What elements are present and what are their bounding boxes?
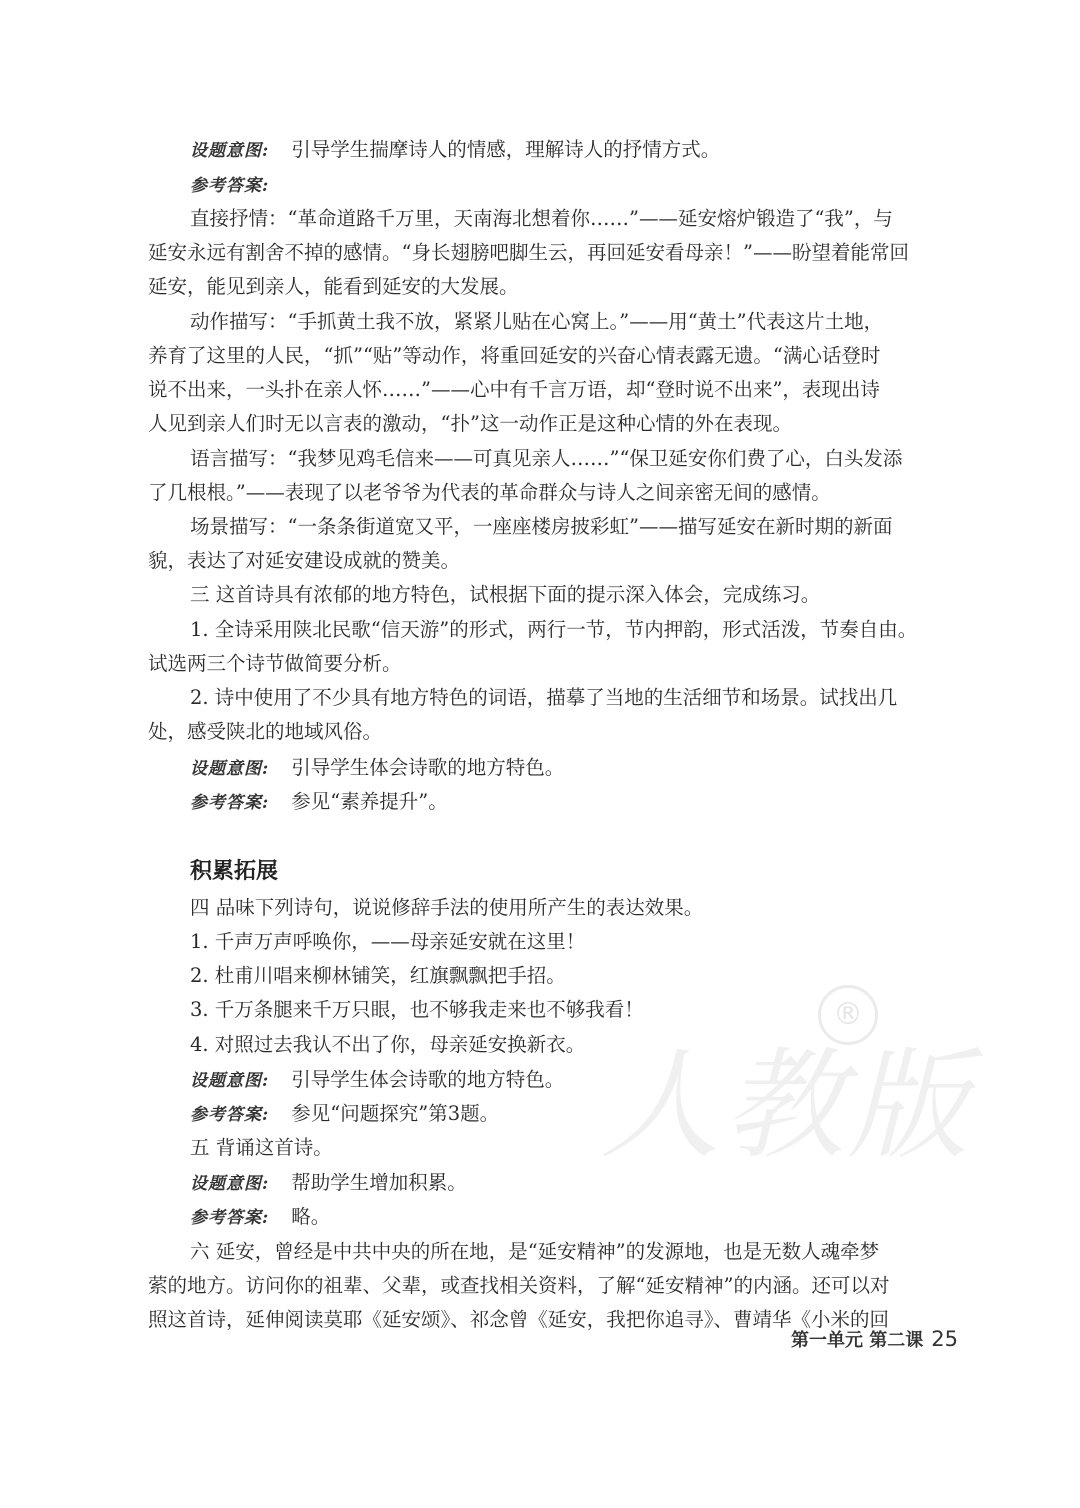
answer-row <box>190 785 964 820</box>
paragraph-line: 2. 诗中使用了不少具有地方特色的词语，描摹了当地的生活细节和场景。试找出几 <box>190 686 898 709</box>
list-item: 3. 千万条腿来千万只眼，也不够我走来也不够我看！ <box>190 998 644 1021</box>
intent-text: 引导学生体会诗歌的地方特色。 <box>291 1068 565 1091</box>
intent-row <box>190 751 964 786</box>
intent-text: 帮助学生增加积累。 <box>291 1171 467 1194</box>
unit-label: 第一单元 第二课 <box>790 1330 924 1351</box>
answer-text: 参见“问题探究”第3题。 <box>291 1102 500 1125</box>
publisher-watermark: 人教版 <box>600 1037 972 1176</box>
answer-label: 参考答案: <box>190 1105 270 1125</box>
paragraph-line: 场景描写：“一条条街道宽又平，一座座楼房披彩虹”——描写延安在新时期的新面 <box>190 515 893 538</box>
list-item: 2. 杜甫川唱来柳林铺笑，红旗飘飘把手招。 <box>190 964 566 987</box>
intent-label: 设题意图: <box>190 1174 270 1194</box>
paragraph-line: 处，感受陕北的地域风俗。 <box>148 720 383 743</box>
registered-mark-icon: ® <box>818 985 878 1045</box>
paragraph-line: 貌，表达了对延安建设成就的赞美。 <box>148 549 461 572</box>
paragraph-line: 说不出来，一头扑在亲人怀……”——心中有千言万语，却“登时说不出来”，表现出诗 <box>148 378 880 401</box>
intent-label: 设题意图: <box>190 1071 270 1091</box>
intent-row <box>190 1063 964 1098</box>
question-four: 四 品味下列诗句，说说修辞手法的使用所产生的表达效果。 <box>190 896 704 919</box>
intent-text: 引导学生揣摩诗人的情感，理解诗人的抒情方式。 <box>291 138 721 161</box>
intent-text: 引导学生体会诗歌的地方特色。 <box>291 756 565 779</box>
paragraph-line: 延安，能见到亲人，能看到延安的大发展。 <box>148 275 519 298</box>
paragraph-line: 试选两三个诗节做简要分析。 <box>148 652 402 675</box>
page-number: 25 <box>931 1327 958 1351</box>
list-item: 4. 对照过去我认不出了你，母亲延安换新衣。 <box>190 1033 586 1056</box>
intent-row <box>190 1166 964 1201</box>
paragraph-line: 延安永远有割舍不掉的感情。“身长翅膀吧脚生云，再回延安看母亲！”——盼望着能常回 <box>148 241 909 264</box>
answer-row <box>190 168 964 203</box>
answer-label: 参考答案: <box>190 793 270 813</box>
answer-text: 参见“素养提升”。 <box>291 790 448 813</box>
intent-label: 设题意图: <box>190 141 270 161</box>
answer-label: 参考答案: <box>190 176 270 196</box>
paragraph-line: 照这首诗，延伸阅读莫耶《延安颂》、祁念曾《延安，我把你追寻》、曹靖华《小米的回 <box>148 1308 890 1331</box>
question-six: 六 延安，曾经是中共中央的所在地，是“延安精神”的发源地，也是无数人魂牵梦 <box>190 1240 880 1263</box>
question-three: 三 这首诗具有浓郁的地方特色，试根据下面的提示深入体会，完成练习。 <box>190 583 821 606</box>
paragraph-line: 1. 全诗采用陕北民歌“信天游”的形式，两行一节，节内押韵，形式活泼，节奏自由。 <box>190 618 918 641</box>
page-footer <box>791 1322 958 1358</box>
answer-row <box>190 1097 964 1132</box>
answer-row <box>190 1200 964 1235</box>
answer-label: 参考答案: <box>190 1208 270 1228</box>
intent-row <box>190 133 964 168</box>
paragraph-line: 养育了这里的人民，“抓”“贴”等动作，将重回延安的兴奋心情表露无遗。“满心话登时 <box>148 344 881 367</box>
answer-text: 略。 <box>291 1205 331 1228</box>
list-item: 1. 千声万声呼唤你，——母亲延安就在这里！ <box>190 930 586 953</box>
section-heading: 积累拓展 <box>190 859 279 884</box>
paragraph-line: 动作描写：“手抓黄土我不放，紧紧儿贴在心窝上。”——用“黄土”代表这片土地， <box>190 310 884 333</box>
paragraph-line: 语言描写：“我梦见鸡毛信来——可真见亲人……”“保卫延安你们费了心，白头发添 <box>190 447 903 470</box>
paragraph-line: 了几根根。”——表现了以老爷爷为代表的革命群众与诗人之间亲密无间的感情。 <box>148 481 831 504</box>
paragraph-line: 直接抒情：“革命道路千万里，天南海北想着你……”——延安熔炉锻造了“我”，与 <box>190 207 893 230</box>
question-five: 五 背诵这首诗。 <box>190 1136 333 1159</box>
paragraph-line: 人见到亲人们时无以言表的激动，“扑”这一动作正是这种心情的外在表现。 <box>148 412 792 435</box>
paragraph-line: 萦的地方。访问你的祖辈、父辈，或查找相关资料，了解“延安精神”的内涵。还可以对 <box>148 1274 890 1297</box>
intent-label: 设题意图: <box>190 759 270 779</box>
